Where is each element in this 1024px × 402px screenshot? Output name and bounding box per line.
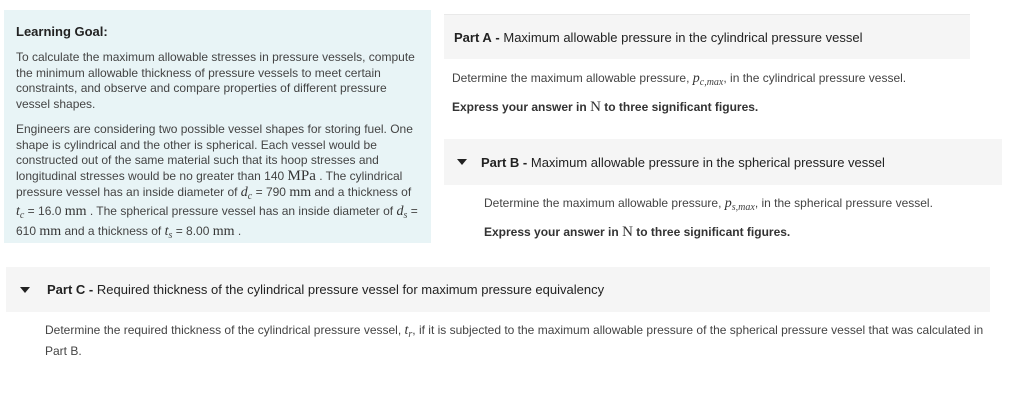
sub-c: c <box>19 210 25 222</box>
prompt-text: , in the cylindrical pressure vessel. <box>723 71 907 85</box>
statement-text-4: . The spherical pressure vessel has an inside diameter of <box>86 204 397 219</box>
sub-s: s <box>403 210 408 222</box>
sub-s-max: s,max <box>731 202 755 213</box>
part-c-separator: - <box>85 282 97 297</box>
instruction-text: Express your answer in <box>484 225 623 239</box>
value-tc: 16.0 <box>38 204 62 219</box>
part-a-separator: - <box>491 29 504 45</box>
var-t: t <box>404 323 409 338</box>
equals: = <box>407 204 418 219</box>
part-c-header[interactable] <box>6 267 990 312</box>
part-b-instruction <box>484 224 790 241</box>
part-c-prompt <box>45 322 995 360</box>
unit-mm: mm <box>64 204 87 220</box>
unit-n: N <box>622 224 633 240</box>
statement-text-1: Engineers are considering two possible vessel shapes for storing fuel. One shape is cylindrical and the other is spherical. Each vessel would be constructed out of the same material such that its hoop stresses and longitudinal stresses would be no greater than 140 <box>16 121 413 183</box>
var-p: p <box>692 71 700 86</box>
value-ts: 8.00 <box>186 224 210 239</box>
value-dc: 790 <box>265 184 286 199</box>
instruction-text: to three significant figures. <box>632 225 791 239</box>
unit-mm: mm <box>39 224 62 240</box>
var-d: d <box>240 184 248 200</box>
part-a-title: Maximum allowable pressure in the cylindrical pressure vessel <box>503 29 863 45</box>
prompt-text: Determine the maximum allowable pressure, <box>484 196 725 210</box>
part-b-label: Part B <box>481 154 520 170</box>
instruction-text: Express your answer in <box>452 100 591 114</box>
equals: = <box>24 204 39 219</box>
var-t: t <box>164 224 169 240</box>
statement-text-5: and a thickness of <box>61 224 165 239</box>
caret-down-icon[interactable] <box>457 159 467 165</box>
learning-goal-panel <box>4 10 431 243</box>
part-a-header[interactable] <box>444 14 970 59</box>
caret-down-icon[interactable] <box>20 287 30 293</box>
part-a-label: Part A <box>454 29 492 45</box>
var-p: p <box>724 196 732 211</box>
learning-goal-intro: To calculate the maximum allowable stresses in pressure vessels, compute the minimum allowable thickness of pressure vessels to meet certain constraints, and observe and compare properties of different pressure vessel shapes. <box>16 50 415 112</box>
unit-mm: mm <box>212 224 235 240</box>
part-b-separator: - <box>519 154 531 170</box>
instruction-text: to three significant figures. <box>600 100 759 114</box>
var-d: d <box>396 204 404 220</box>
var-t: t <box>16 204 20 220</box>
part-b-prompt <box>484 196 933 213</box>
unit-mpa: MPa <box>287 167 316 184</box>
prompt-text: Determine the maximum allowable pressure, <box>452 71 693 85</box>
prompt-text: Determine the required thickness of the cylindrical pressure vessel, <box>45 323 405 337</box>
part-b-title: Maximum allowable pressure in the spherical pressure vessel <box>530 154 885 170</box>
part-c-title: Required thickness of the cylindrical pressure vessel for maximum pressure equivalency <box>96 282 605 297</box>
statement-text-3: and a thickness of <box>311 184 412 199</box>
sub-c: c <box>247 190 253 202</box>
equals: = <box>252 184 266 199</box>
part-c-label: Part C <box>47 282 86 297</box>
problem-statement <box>16 122 419 244</box>
unit-n: N <box>590 99 601 115</box>
prompt-text: , if it is subjected to the maximum allowable pressure of the spherical pressure vessel that was calculated in Part B. <box>45 323 984 358</box>
value-ds: 610 <box>16 224 37 239</box>
unit-mm: mm <box>289 184 312 200</box>
statement-text-2: . The cylindrical pressure vessel has an inside diameter of <box>16 168 403 199</box>
part-a-instruction <box>452 99 758 116</box>
prompt-text: , in the spherical pressure vessel. <box>754 196 933 210</box>
sub-s: s <box>168 230 173 242</box>
equals: = <box>172 224 187 239</box>
part-a-prompt <box>452 71 906 88</box>
sub-c-max: c,max <box>699 77 724 88</box>
statement-end: . <box>234 224 242 239</box>
part-b-header[interactable] <box>444 139 1002 185</box>
learning-goal-title: Learning Goal: <box>16 24 108 39</box>
sub-r: r <box>408 329 413 340</box>
